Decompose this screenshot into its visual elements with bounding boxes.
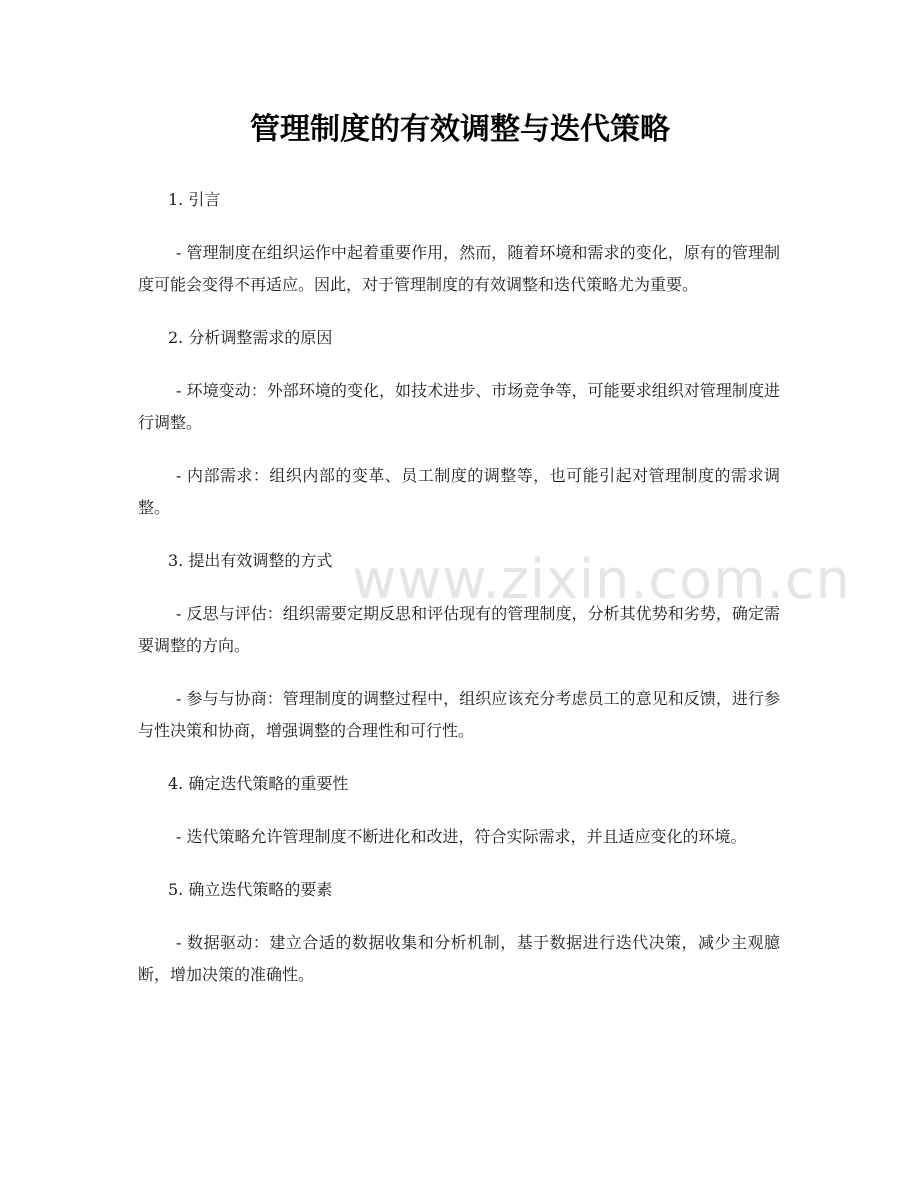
section-heading-5: 5. 确立迭代策略的要素 (168, 880, 333, 899)
section-2-paragraph-2: - 内部需求：组织内部的变革、员工制度的调整等，也可能引起对管理制度的需求调整。 (138, 466, 780, 517)
section-3-paragraph-2: - 参与与协商：管理制度的调整过程中，组织应该充分考虑员工的意见和反馈，进行参与性决策和协商，增强调整的合理性和可行性。 (138, 689, 780, 740)
section-heading-3: 3. 提出有效调整的方式 (168, 551, 333, 570)
section-2-paragraph-1: - 环境变动：外部环境的变化，如技术进步、市场竞争等，可能要求组织对管理制度进行调整。 (138, 381, 780, 432)
section-heading-1: 1. 引言 (168, 190, 221, 209)
section-3-paragraph-1: - 反思与评估：组织需要定期反思和评估现有的管理制度，分析其优势和劣势，确定需要调整的方向。 (138, 604, 780, 655)
document-body (138, 184, 780, 991)
section-5-paragraph-1: - 数据驱动：建立合适的数据收集和分析机制，基于数据进行迭代决策，减少主观臆断，增加决策的准确性。 (138, 933, 780, 984)
section-1-paragraph-1: - 管理制度在组织运作中起着重要作用，然而，随着环境和需求的变化，原有的管理制度可能会变得不再适应。因此，对于管理制度的有效调整和迭代策略尤为重要。 (138, 243, 780, 294)
section-4-paragraph-1: - 迭代策略允许管理制度不断进化和改进，符合实际需求，并且适应变化的环境。 (176, 827, 747, 846)
document-title: 管理制度的有效调整与迭代策略 (250, 112, 670, 147)
section-heading-2: 2. 分析调整需求的原因 (168, 328, 333, 347)
watermark: www.zixin.com.cn (352, 548, 851, 611)
section-heading-4: 4. 确定迭代策略的重要性 (168, 774, 349, 793)
